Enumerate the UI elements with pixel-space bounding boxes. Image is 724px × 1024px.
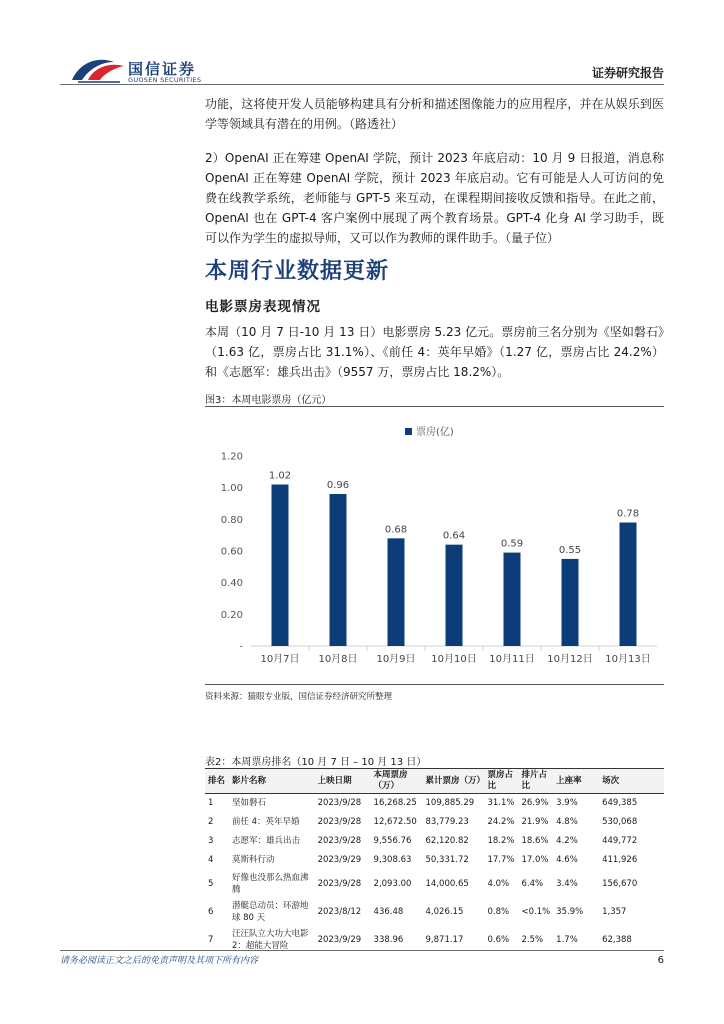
cell-date: 2023/9/28 [317, 836, 362, 846]
cell-share: 24.2% [487, 817, 515, 827]
paragraph-2: 2）OpenAI 正在筹建 OpenAI 学院，预计 2023 年底启动：10 月 9 日报道，消息称 OpenAI 正在筹建 OpenAI 学院，预计 2023 年底启动。它有可能是人人可访问的免费在线教学系统，老师能与 GPT-5 来互动，在课程期间接收反馈和指导。在此之前，OpenAI 也在 GPT-4 客户案例中展现了两个教育场景。GPT-4 化身 AI 学习助手，既可以作为学生的虚拟导师，又可以作为教师的课件助手。（量子位） [205, 151, 664, 245]
figure-title: 图3：本周电影票房（亿元） [205, 395, 332, 406]
cell-occupancy: 3.4% [556, 878, 578, 889]
table-row [205, 794, 664, 813]
cell-weekly: 436.48 [373, 906, 404, 917]
cell-weekly: 9,556.76 [373, 836, 412, 846]
y-tick-label: 0.60 [220, 546, 243, 558]
page-number: 6 [657, 955, 664, 966]
cell-screening: 18.6% [521, 836, 549, 846]
section-title: 本周行业数据更新 [205, 259, 390, 284]
header-film-name: 影片名称 [231, 775, 266, 786]
cell-date: 2023/9/29 [317, 934, 362, 945]
cell-rank: 1 [208, 798, 214, 809]
header-sessions: 场次 [602, 775, 620, 786]
bar [272, 485, 289, 647]
report-type-label: 证券研究报告 [591, 66, 664, 80]
header-divider [60, 84, 664, 85]
cell-share: 0.6% [487, 934, 510, 945]
x-tick-label: 10月12日 [547, 654, 593, 665]
logo-english-text: GUOSEN SECURITIES [128, 76, 202, 84]
header-weekly-box-office: 本周票房（万） [373, 770, 408, 791]
cell-film: 好像也没那么热血沸腾 [231, 872, 309, 895]
table-row [205, 870, 664, 898]
table-row [205, 898, 664, 926]
header-screening-share: 排片占比 [521, 770, 547, 791]
table-title: 表2：本周票房排名（10 月 7 日 – 10 月 13 日） [205, 757, 427, 768]
legend-swatch [405, 428, 412, 435]
cell-screening: 17.0% [521, 855, 549, 865]
cell-sessions: 62,388 [602, 934, 632, 945]
cell-film: 志愿军：雄兵出击 [231, 836, 300, 846]
footer-disclaimer: 请务必阅读正文之后的免责声明及其项下所有内容 [60, 956, 259, 966]
cell-screening: 21.9% [521, 817, 549, 827]
x-tick-label: 10月11日 [489, 654, 535, 665]
cell-sessions: 156,670 [602, 878, 638, 889]
cell-rank: 7 [208, 934, 214, 945]
cell-sessions: 1,357 [602, 906, 627, 917]
figure-top-rule [205, 406, 664, 407]
cell-film: 莫斯科行动 [231, 855, 275, 865]
box-office-intro: 本周（10 月 7 日-10 月 13 日）电影票房 5.23 亿元。票房前三名分别为《坚如磐石》（1.63 亿，票房占比 31.1%）、《前任 4：英年早婚》（1.27 亿，票房占比 24.2%）和《志愿军：雄兵出击》（9557 万，票房占比 18.2%）。 [205, 325, 664, 379]
bar-data-label: 0.96 [326, 480, 350, 491]
bar-data-label: 0.59 [500, 538, 524, 550]
cell-occupancy: 1.7% [556, 934, 578, 945]
y-tick-label: 1.20 [220, 451, 243, 463]
cell-share: 18.2% [487, 836, 515, 846]
cell-total: 14,000.65 [425, 878, 469, 889]
cell-share: 17.7% [487, 855, 515, 865]
table-row [205, 832, 664, 851]
x-tick-label: 10月7日 [260, 654, 300, 665]
logo-text: 国信证券 [128, 60, 197, 78]
cell-weekly: 9,308.63 [373, 855, 412, 865]
paragraph-1: 功能，这将使开发人员能够构建具有分析和描述图像能力的应用程序，并在从娱乐到医学等领域具有潜在的用例。（路透社） [205, 97, 664, 131]
bar [388, 538, 405, 646]
cell-sessions: 411,926 [602, 855, 638, 865]
cell-total: 83,779.23 [425, 817, 469, 827]
x-tick-label: 10月8日 [318, 654, 358, 665]
x-tick-label: 10月10日 [431, 654, 477, 665]
guosen-logo-icon [70, 52, 126, 84]
bar [446, 545, 463, 646]
cell-sessions: 649,385 [602, 798, 638, 809]
y-tick-label: - [239, 641, 243, 653]
cell-film: 潜艇总动员：环游地球 80 天 [231, 900, 309, 923]
cell-screening: 6.4% [521, 878, 544, 889]
cell-rank: 4 [208, 855, 214, 865]
cell-rank: 5 [208, 878, 214, 889]
table-row [205, 851, 664, 870]
cell-sessions: 530,068 [602, 817, 638, 827]
cell-occupancy: 35.9% [556, 906, 584, 917]
table-header-row [205, 769, 664, 794]
cell-screening: 2.5% [521, 934, 544, 945]
cell-occupancy: 4.6% [556, 855, 578, 865]
cell-rank: 3 [208, 836, 214, 846]
chart-bars [269, 471, 639, 647]
box-office-ranking-table [205, 768, 664, 954]
cell-total: 9,871.17 [425, 934, 464, 945]
cell-occupancy: 4.2% [556, 836, 578, 846]
box-office-bar-chart [205, 418, 664, 680]
cell-total: 109,885.29 [425, 798, 475, 809]
x-tick-label: 10月9日 [376, 654, 416, 665]
bar-data-label: 0.64 [442, 530, 466, 542]
cell-share: 0.8% [487, 906, 510, 917]
cell-date: 2023/9/28 [317, 817, 362, 827]
bar [330, 494, 347, 646]
cell-film: 前任 4：英年早婚 [231, 817, 300, 827]
cell-screening: 26.9% [521, 798, 549, 809]
x-axis-labels [260, 646, 650, 665]
legend-label: 票房(亿) [416, 427, 454, 438]
y-tick-label: 1.00 [220, 483, 243, 495]
figure-bottom-rule [205, 684, 664, 685]
cell-occupancy: 3.9% [556, 798, 578, 809]
header-total-box-office: 累计票房（万） [425, 775, 486, 786]
cell-date: 2023/9/28 [317, 878, 362, 889]
bar [504, 553, 521, 646]
header-rank: 排名 [208, 775, 226, 786]
bar-data-label: 1.02 [268, 470, 292, 482]
header-box-office-share: 票房占比 [487, 770, 513, 791]
cell-date: 2023/9/29 [317, 855, 362, 865]
header-occupancy: 上座率 [556, 775, 582, 786]
cell-weekly: 16,268.25 [373, 798, 417, 809]
footer-divider [60, 950, 664, 951]
bar [562, 559, 579, 646]
cell-weekly: 12,672.50 [373, 817, 417, 827]
bar [620, 523, 637, 647]
table-row [205, 813, 664, 832]
cell-sessions: 449,772 [602, 836, 638, 846]
bar-data-label: 0.55 [558, 544, 582, 556]
cell-film: 坚如磐石 [231, 798, 266, 809]
cell-total: 4,026.15 [425, 906, 464, 917]
cell-rank: 6 [208, 906, 214, 917]
cell-film: 汪汪队立大功大电影 2：超能大冒险 [231, 928, 309, 951]
cell-date: 2023/9/28 [317, 798, 362, 809]
cell-share: 4.0% [487, 878, 510, 889]
cell-screening: <0.1% [521, 906, 551, 917]
cell-total: 62,120.82 [425, 836, 469, 846]
x-tick-label: 10月13日 [605, 654, 651, 665]
y-tick-label: 0.20 [220, 609, 243, 621]
cell-weekly: 2,093.00 [373, 878, 412, 889]
subsection-title: 电影票房表现情况 [205, 299, 321, 315]
cell-rank: 2 [208, 817, 214, 827]
cell-date: 2023/8/12 [317, 906, 362, 917]
cell-occupancy: 4.8% [556, 817, 578, 827]
y-axis-ticks [221, 452, 244, 653]
cell-total: 50,331.72 [425, 855, 469, 865]
y-tick-label: 0.80 [220, 514, 243, 526]
bar-data-label: 0.68 [384, 524, 408, 536]
cell-share: 31.1% [487, 798, 515, 809]
chart-legend [405, 425, 454, 438]
y-tick-label: 0.40 [220, 578, 243, 590]
cell-weekly: 338.96 [373, 934, 404, 945]
bar-data-label: 0.78 [616, 508, 640, 520]
figure-source: 资料来源：猫眼专业版，国信证券经济研究所整理 [205, 692, 393, 702]
header-release-date: 上映日期 [317, 775, 352, 786]
